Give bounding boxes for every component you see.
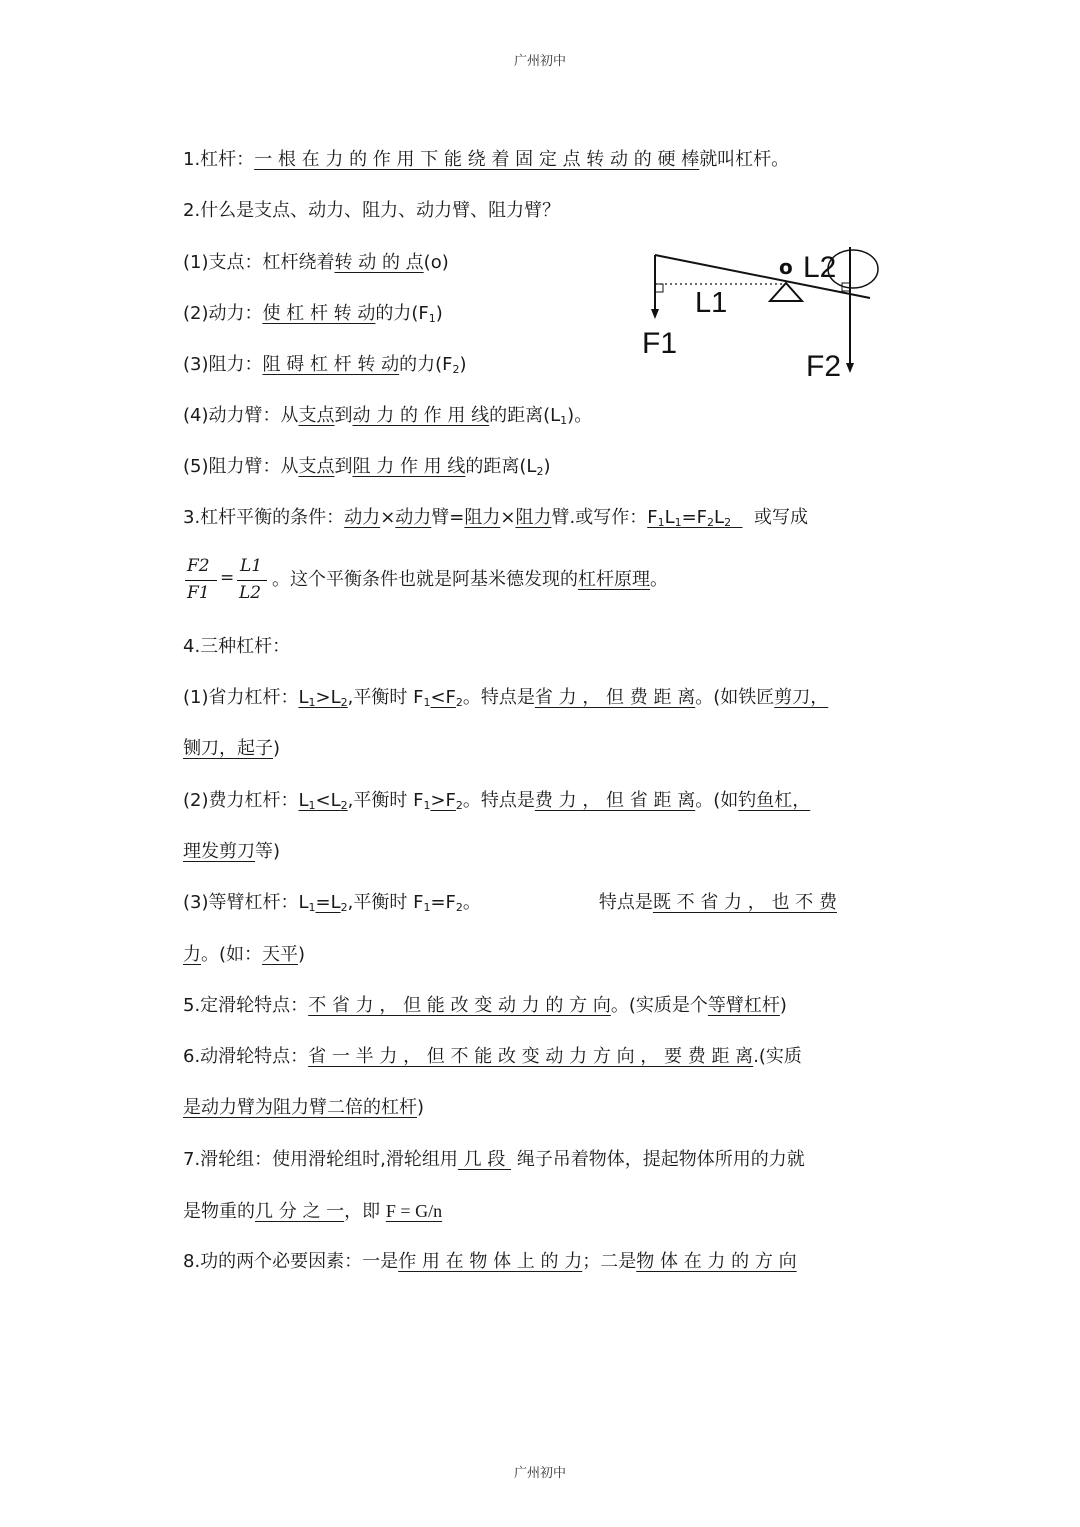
line-pulley-block: 7.滑轮组：使用滑轮组时,滑轮组用 几 段 绳子吊着物体，提起物体所用的力就 bbox=[183, 1149, 805, 1170]
ratio-formula: F2 F1 = L1 L2 bbox=[183, 556, 271, 606]
line-fulcrum: (1)支点：杠杆绕着转 动 的 点(o) bbox=[183, 252, 449, 273]
line-1-lever-definition: 1.杠杆：一 根 在 力 的 作 用 下 能 绕 着 固 定 点 转 动 的 硬 棒就叫杠杆。 bbox=[183, 149, 790, 170]
label-l2: L2 bbox=[803, 251, 837, 284]
line-movable-pulley: 6.动滑轮特点：省 一 半 力 ， 但 不 能 改 变 动 力 方 向 ， 要 费 距 离.(实质 bbox=[183, 1046, 802, 1067]
label-f1: F1 bbox=[642, 327, 678, 360]
line-lever-principle: 。这个平衡条件也就是阿基米德发现的杠杆原理。 bbox=[272, 569, 668, 590]
label-l1: L1 bbox=[695, 287, 728, 319]
fulcrum-triangle bbox=[770, 283, 802, 301]
line-equal-arm-examples: 力。(如：天平) bbox=[183, 944, 306, 965]
line-force-saving-examples: 铡刀，起子) bbox=[183, 738, 281, 759]
line-pulley-block-formula: 是物重的几 分 之 一，即 F = G/n bbox=[183, 1201, 443, 1222]
line-force-saving-lever: (1)省力杠杆：$L_1>L_2$,平衡时 $F_1<F_2$。特点是省 力 ， 但 费 距 离。(如铁匠剪刀， bbox=[183, 687, 829, 709]
line-equal-arm-lever: (3)等臂杠杆：$L_1=L_2$,平衡时 $F_1=F_2$。 特点是既 不 省 力 ， 也 不 费 bbox=[183, 892, 837, 914]
lever-diagram bbox=[640, 243, 890, 383]
line-three-levers: 4.三种杠杆： bbox=[183, 636, 291, 657]
line-fixed-pulley: 5.定滑轮特点：不 省 力 ， 但 能 改 变 动 力 的 方 向。(实质是个等臂杠杆) bbox=[183, 995, 787, 1016]
line-movable-pulley-essence: 是动力臂为阻力臂二倍的杠杆) bbox=[183, 1097, 425, 1118]
line-resistance: (3)阻力：阻 碍 杠 杆 转 动的力$(F_2)$ bbox=[183, 354, 467, 376]
line-resistance-arm: (5)阻力臂：从支点到阻 力 作 用 线的距离$(L_2)$ bbox=[183, 456, 551, 478]
line-2-question: 2.什么是支点、动力、阻力、动力臂、阻力臂？ bbox=[183, 200, 561, 221]
line-effort-arm: (4)动力臂：从支点到动 力 的 作 用 线的距离$(L_1)$。 bbox=[183, 405, 593, 427]
page-footer: 广州初中 bbox=[513, 1466, 566, 1481]
line-balance-condition: 3.杠杆平衡的条件：动力×动力臂=阻力×阻力臂.或写作：$F_1L_1=F_2L_2$ 或写成 bbox=[183, 507, 808, 529]
page-header: 广州初中 bbox=[513, 54, 566, 69]
line-force-costing-lever: (2)费力杠杆：$L_1<L_2$,平衡时 $F_1>F_2$。特点是费 力 ， 但 省 距 离。(如钓鱼杠， bbox=[183, 790, 811, 812]
line-effort: (2)动力：使 杠 杆 转 动的力$(F_1)$ bbox=[183, 303, 443, 325]
line-force-costing-examples: 理发剪刀等) bbox=[183, 841, 281, 862]
label-o: o bbox=[779, 255, 793, 279]
label-f2: F2 bbox=[806, 350, 842, 383]
line-work-factors: 8.功的两个必要因素：一是作 用 在 物 体 上 的 力；二是物 体 在 力 的 方 向 bbox=[183, 1251, 797, 1272]
